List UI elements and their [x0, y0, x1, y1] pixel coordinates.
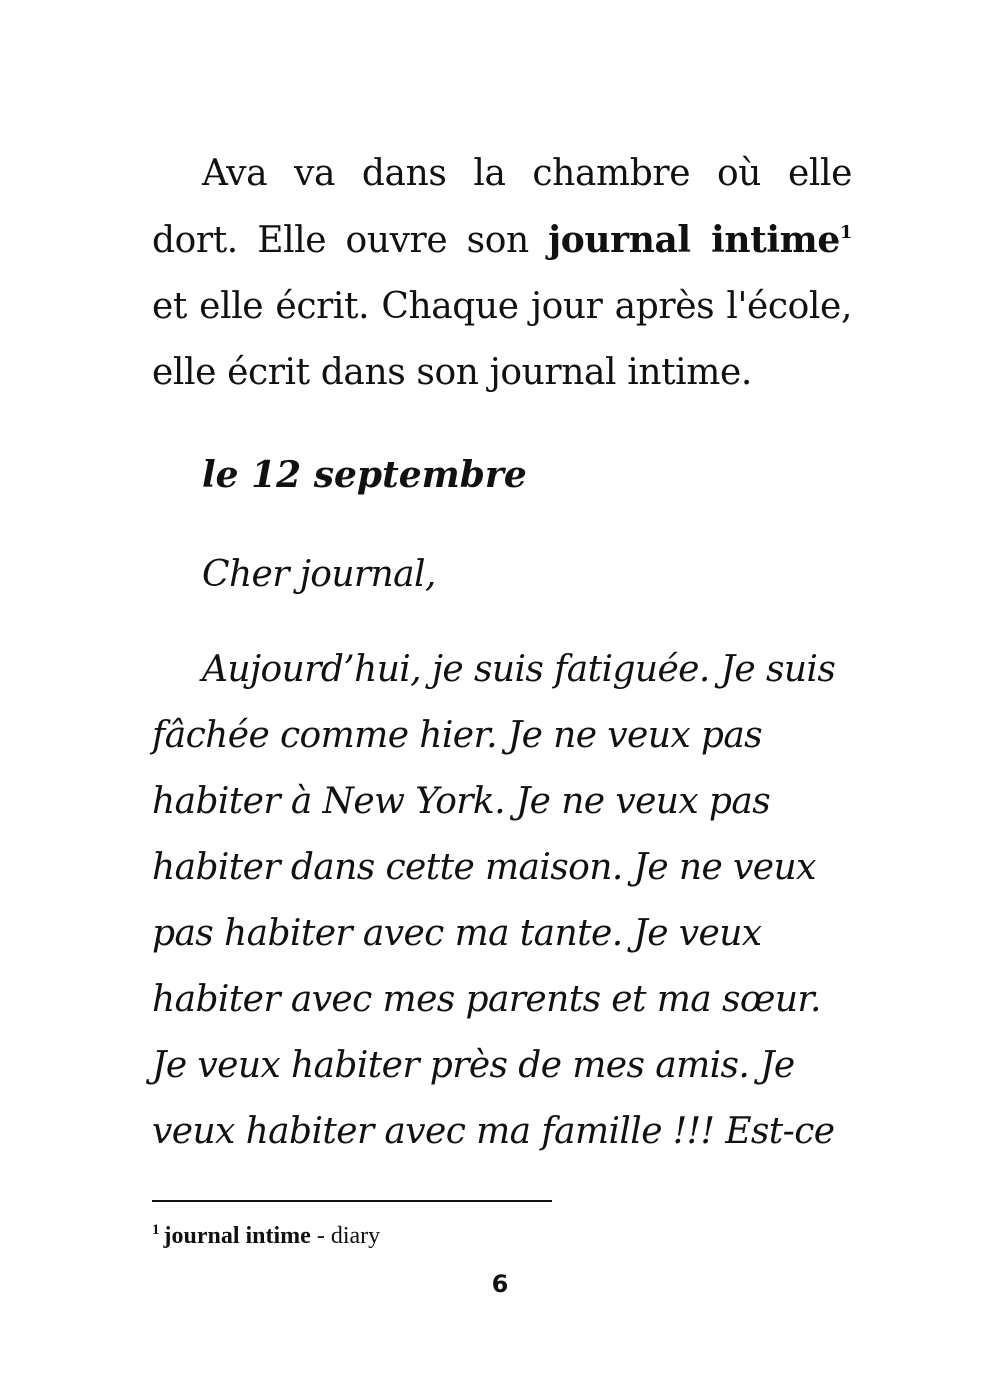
diary-line: habiter dans cette maison. Je ne veux — [152, 847, 816, 888]
footnote-term: journal intime — [163, 1223, 311, 1249]
diary-entry-body — [152, 637, 852, 1165]
paragraph-text-start: Ava va dans la chambre où elle dort. Elle ouvre son — [152, 153, 852, 261]
footnote-reference[interactable]: 1 — [839, 222, 852, 243]
diary-line: veux habiter avec ma famille !!! Est-ce — [152, 1111, 835, 1152]
diary-line: Je veux habiter près de mes amis. Je — [152, 1045, 795, 1086]
diary-line: pas habiter avec ma tante. Je veux — [152, 913, 762, 954]
diary-salutation: Cher journal, — [202, 554, 436, 595]
narrative-paragraph — [152, 141, 852, 406]
diary-line: habiter avec mes parents et ma sœur. — [152, 979, 821, 1020]
page-number: 6 — [491, 1270, 509, 1298]
glossary-term: journal intime — [548, 219, 840, 261]
footnote-divider — [152, 1200, 552, 1202]
footnote — [152, 1220, 380, 1252]
footnote-number: 1 — [152, 1222, 160, 1238]
footnote-definition: - diary — [310, 1223, 381, 1249]
diary-date: le 12 septembre — [202, 454, 527, 496]
diary-line: Aujourd’hui, je suis fatiguée. Je suis — [202, 649, 836, 690]
diary-line: habiter à New York. Je ne veux pas — [152, 781, 771, 822]
diary-line: fâchée comme hier. Je ne veux pas — [152, 715, 763, 756]
paragraph-text-end: et elle écrit. Chaque jour après l'école, elle écrit dans son journal intime. — [152, 286, 852, 393]
